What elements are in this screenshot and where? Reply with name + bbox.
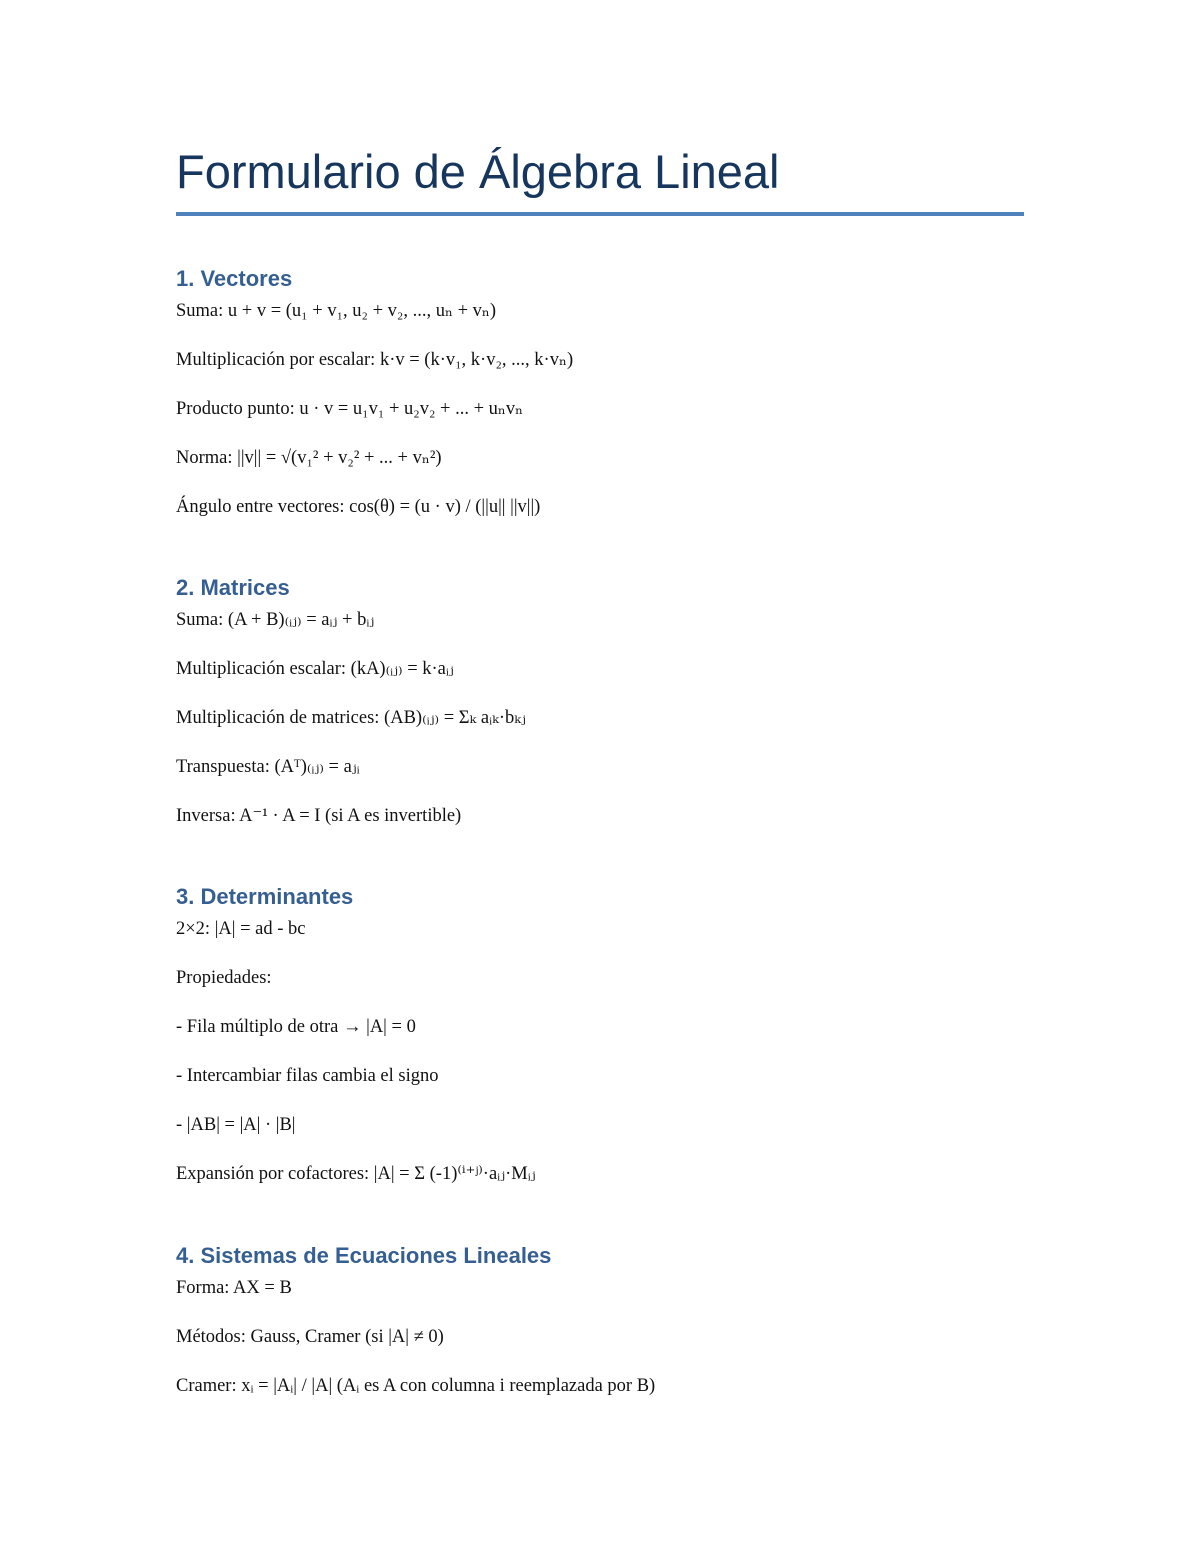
formula-line: Suma: u + v = (u₁ + v₁, u₂ + v₂, ..., uₙ + vₙ): [176, 301, 497, 321]
document-page: [176, 140, 1024, 1396]
formula-line: Propiedades:: [176, 968, 272, 988]
formula-line: Producto punto: u · v = u₁v₁ + u₂v₂ + ... + uₙvₙ: [176, 399, 524, 419]
formula-line: Multiplicación escalar: (kA)₍ᵢⱼ₎ = k·aᵢⱼ: [176, 659, 454, 679]
formula-line: Cramer: xᵢ = |Aᵢ| / |A| (Aᵢ es A con columna i reemplazada por B): [176, 1376, 656, 1396]
formula-line: Multiplicación por escalar: k·v = (k·v₁, k·v₂, ..., k·vₙ): [176, 350, 574, 370]
formula-line: - Intercambiar filas cambia el signo: [176, 1066, 439, 1086]
section-determinantes: [176, 882, 536, 1186]
section-sistemas: [176, 1241, 655, 1398]
formula-line: Métodos: Gauss, Cramer (si |A| ≠ 0): [176, 1327, 444, 1347]
section-matrices: [176, 573, 526, 828]
formula-line: Multiplicación de matrices: (AB)₍ᵢⱼ₎ = Σₖ aᵢₖ·bₖⱼ: [176, 708, 526, 728]
section-vectores: [176, 264, 573, 519]
formula-line: Transpuesta: (Aᵀ)₍ᵢⱼ₎ = aⱼᵢ: [176, 757, 360, 777]
formula-line: Suma: (A + B)₍ᵢⱼ₎ = aᵢⱼ + bᵢⱼ: [176, 610, 375, 630]
formula-line: Ángulo entre vectores: cos(θ) = (u · v) / (||u|| ||v||): [176, 497, 541, 517]
formula-line: Norma: ||v|| = √(v₁² + v₂² + ... + vₙ²): [176, 448, 442, 468]
formula-line: - |AB| = |A| · |B|: [176, 1115, 296, 1135]
formula-line: 2×2: |A| = ad - bc: [176, 919, 306, 939]
section-heading: 1. Vectores: [176, 266, 293, 291]
document-title: Formulario de Álgebra Lineal: [176, 140, 1024, 216]
section-heading: 4. Sistemas de Ecuaciones Lineales: [176, 1243, 552, 1268]
formula-line: Forma: AX = B: [176, 1278, 292, 1298]
formula-line: Inversa: A⁻¹ · A = I (si A es invertible): [176, 806, 462, 826]
formula-line: - Fila múltiplo de otra → |A| = 0: [176, 1017, 416, 1037]
section-heading: 2. Matrices: [176, 575, 290, 600]
section-heading: 3. Determinantes: [176, 884, 354, 909]
formula-line: Expansión por cofactores: |A| = Σ (-1)⁽ⁱ⁺ʲ⁾·aᵢⱼ·Mᵢⱼ: [176, 1164, 536, 1184]
